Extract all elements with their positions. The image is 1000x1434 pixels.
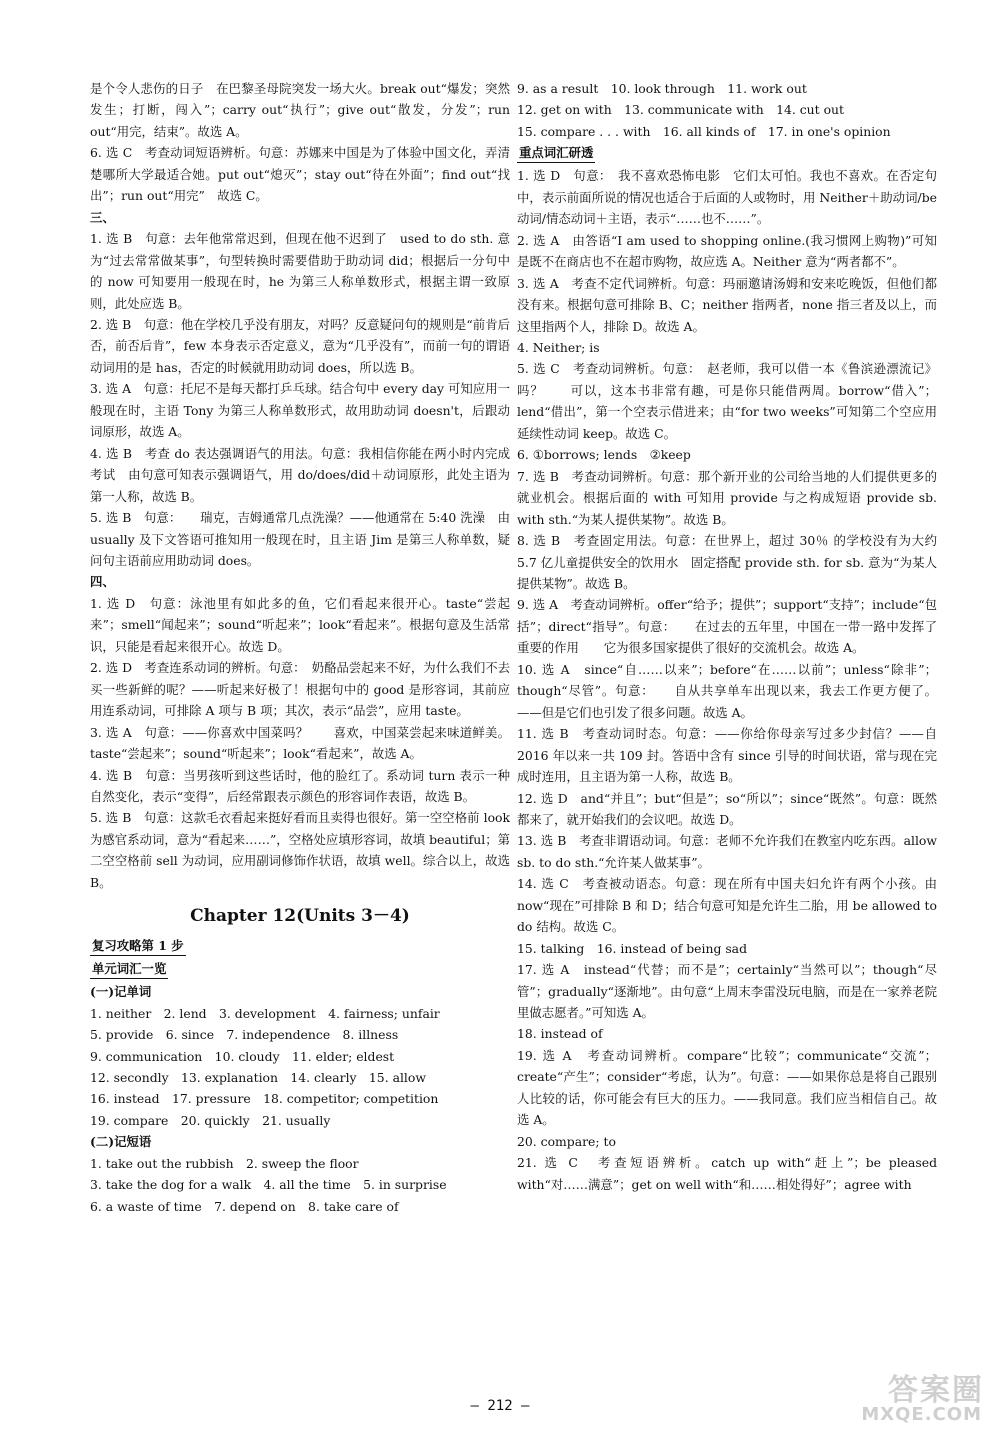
- answer-item: 5. provide 6. since 7. independence 8. illness: [90, 1027, 399, 1043]
- answer-item: 5. 选 B 句意：这款毛衣看起来挺好看而且卖得也很好。第一空空格前 look 为感官系动词，意为“看起来……”，空格处应填形容词，故填 beautiful；第二空空格前 sell 为动词，应用副词修饰作状语，故填 well。综合以上，故选 B。: [90, 810, 510, 890]
- answer-item: 1. 选 B 句意：去年他常常迟到，但现在他不迟到了 used to do sth. 意为“过去常常做某事”，句型转换时需要借助于助动词 did；根据后一分句中的 now 可知要用一般现在时，he 为第三人称单数形式，根据主谓一致原则，此处应选 B。: [90, 231, 510, 311]
- section-tag: 单元词汇一览: [90, 960, 168, 979]
- answer-item: 1. take out the rubbish 2. sweep the floor: [90, 1155, 359, 1171]
- answer-item: 9. 选 A 考查动词辨析。offer“给予；提供”；support“支持”；include“包括”；direct“指导”。句意： 在过去的五年里，中国在一带一路中发挥了重要的作用 它为很多国家提供了很好的交流机会。故选 A。: [517, 597, 937, 656]
- answer-item: 3. 选 A 句意：——你喜欢中国菜吗？ 喜欢，中国菜尝起来味道鲜美。taste“尝起来”；sound“听起来”；look“看起来”，故选 A。: [90, 724, 510, 762]
- answer-item: 20. compare; to: [517, 1133, 616, 1149]
- answer-item: 4. Neither; is: [517, 339, 600, 355]
- answer-item: 4. 选 B 句意：当男孩听到这些话时，他的脸红了。系动词 turn 表示一种自然变化，表示“变得”，后经常跟表示颜色的形容词作表语，故选 B。: [90, 767, 510, 804]
- answer-item: 1. 选 D 句意： 我不喜欢恐怖电影 它们太可怕。我也不喜欢。在否定句中，表示前面所说的情况也适合于后面的人或物时，用 Neither＋助动词/be 动词/情态动词＋主语，表示“……也不……”。: [517, 168, 937, 227]
- answer-item: 2. 选 B 句意：他在学校几乎没有朋友，对吗？反意疑问句的规则是“前肯后否，前否后肯”，few 本身表示否定意义，意为“几乎没有”，而前一句的谓语动词用的是 has，否定的时候就用助动词 does，所以选 B。: [90, 316, 510, 375]
- answer-item: 9. communication 10. cloudy 11. elder; eldest: [90, 1048, 395, 1064]
- answer-item: 19. 选 A 考查动词辨析。compare“比较”；communicate“交流”；create“产生”；consider“考虑，认为”。句意：——如果你总是将自己跟别人比较的话，你可能会有巨大的压力。——我同意。我们应当相信自己。故选 A。: [517, 1047, 937, 1128]
- watermark-site: MXQE.COM: [861, 1404, 982, 1425]
- answer-item: 6. 选 C 考查动词短语辨析。句意：苏娜来中国是为了体验中国文化，弄清楚哪所大学最适合她。put out“熄灭”；stay out“待在外面”；find out“找出”；run out“用完” 故选 C。: [90, 145, 510, 204]
- answer-item: 10. 选 A since“自……以来”；before“在……以前”；unless“除非”；though“尽管”。句意： 自从共享单车出现以来，我去工作更方便了。——但是它们也引发了很多问题。故选 A。: [517, 661, 937, 720]
- section-number: 三、: [90, 209, 115, 225]
- answer-item: 7. 选 B 考查动词辨析。句意：那个新开业的公司给当地的人们提供更多的就业机会。根据后面的 with 可知用 provide 与之构成短语 provide sb. with sth.“为某人提供某物”。故选 B。: [517, 468, 937, 527]
- answer-item: 6. a waste of time 7. depend on 8. take care of: [90, 1198, 399, 1214]
- answer-item: 2. 选 A 由答语“I am used to shopping online.(我习惯网上购物)”可知是既不在商店也不在超市购物，故应选 A。Neither 意为“两者都不”。: [517, 232, 937, 270]
- answer-item: 12. secondly 13. explanation 14. clearly 15. allow: [90, 1070, 426, 1086]
- answer-item: 8. 选 B 考查固定用法。句意：在世界上，超过 30％ 的学校没有为大约 5.7 亿儿童提供安全的饮用水 固定搭配 provide sth. for sb. 意为“为某人提供某物”。故选 B。: [517, 533, 937, 591]
- answer-item: 12. get on with 13. communicate with 14. cut out: [517, 102, 844, 118]
- chapter-heading: Chapter 12(Units 3－4): [190, 906, 410, 927]
- section-tag: 复习攻略第 1 步: [90, 937, 186, 956]
- section-tag-row: [90, 935, 510, 958]
- section-number: 四、: [90, 574, 115, 590]
- section-tag-row: [90, 958, 510, 981]
- answer-item: 15. compare . . . with 16. all kinds of 17. in one's opinion: [517, 123, 891, 139]
- answer-item: 18. instead of: [517, 1026, 603, 1042]
- answer-item: 16. instead 17. pressure 18. competitor; competition: [90, 1091, 439, 1107]
- answer-item: 3. take the dog for a walk 4. all the time 5. in surprise: [90, 1177, 447, 1193]
- answer-item: 11. 选 B 考查动词时态。句意：——你给你母亲写过多少封信？——自 2016 年以来一共 109 封。答语中含有 since 引导的时间状语，常与现在完成时连用，且主语为第一人称，故选 B。: [517, 726, 937, 785]
- answer-item: 是个令人悲伤的日子 在巴黎圣母院突发一场大火。break out“爆发；突然发生；打断，闯入”；carry out“执行”；give out“散发，分发”；run out“用完，结束”。故选 A。: [90, 81, 510, 139]
- section-tag: 重点词汇研透: [517, 144, 595, 163]
- answer-item: 4. 选 B 考查 do 表达强调语气的用法。句意：我相信你能在两小时内完成考试 由句意可知表示强调语气，用 do/does/did＋动词原形，此处主语为第一人称，故选 B。: [90, 445, 510, 504]
- answer-item: 17. 选 A instead“代替；而不是”；certainly“当然可以”；though“尽管”；gradually“逐渐地”。由句意“上周末李雷没玩电脑，而是在一家养老院里做志愿者。”可知选 A。: [517, 962, 937, 1021]
- answer-item: 2. 选 D 考查连系动词的辨析。句意： 奶酪品尝起来不好，为什么我们不去买一些新鲜的呢？——听起来好极了！根据句中的 good 是形容词，其前应用连系动词，可排除 A 项与 B 项；其次，表示“品尝”，应用 taste。: [90, 660, 510, 719]
- answer-item: 5. 选 C 考查动词辨析。句意： 赵老师，我可以借一本《鲁滨逊漂流记》吗？ 可以，这本书非常有趣，可是你只能借两周。borrow“借入”；lend“借出”，第一个空表示借进来；由“for two weeks”可知第二个空应用延续性动词 keep。故选 C。: [517, 361, 937, 441]
- answer-item: 6. ①borrows; lends ②keep: [517, 447, 691, 463]
- page-number: — 212 —: [470, 1398, 530, 1414]
- answer-item: 15. talking 16. instead of being sad: [517, 940, 748, 956]
- left-column: [90, 78, 510, 1217]
- subsection-heading: (二)记短语: [90, 1134, 152, 1150]
- subsection-heading: (一)记单词: [90, 984, 152, 1000]
- right-column: [517, 78, 937, 1195]
- answer-item: 19. compare 20. quickly 21. usually: [90, 1112, 331, 1128]
- watermark-logo: 答案圈: [888, 1373, 984, 1408]
- answer-item: 9. as a result 10. look through 11. work out: [517, 81, 807, 96]
- answer-item: 3. 选 A 考查不定代词辨析。句意：玛丽邀请汤姆和安来吃晚饭，但他们都没有来。根据句意可排除 B、C；neither 指两者，none 指三者及以上，而这里指两个人，排除 D。故选 A。: [517, 275, 937, 334]
- answer-item: 1. 选 D 句意：泳池里有如此多的鱼，它们看起来很开心。taste“尝起来”；smell“闻起来”；sound“听起来”；look“看起来”。根据句意及生活常识，只能是看起来很开心。故选 D。: [90, 595, 510, 654]
- answer-item: 3. 选 A 句意：托尼不是每天都打乒乓球。结合句中 every day 可知应用一般现在时，主语 Tony 为第三人称单数形式，故用助动词 doesn't，后跟动词原形，故选 A。: [90, 381, 510, 440]
- section-tag-row: [517, 142, 937, 165]
- answer-item: 21. 选 C 考查短语辨析。catch up with“赶上”；be pleased with“对……满意”；get on well with“和……相处得好”；agree with: [517, 1155, 937, 1192]
- answer-item: 12. 选 D and“并且”；but“但是”；so“所以”；since“既然”。句意：既然都来了，就开始我们的会议吧。故选 D。: [517, 790, 937, 827]
- answer-item: 13. 选 B 考查非谓语动词。句意：老师不允许我们在教室内吃东西。allow sb. to do sth.“允许某人做某事”。: [517, 833, 937, 870]
- answer-item: 1. neither 2. lend 3. development 4. fairness; unfair: [90, 1005, 440, 1021]
- answer-item: 14. 选 C 考查被动语态。句意：现在所有中国夫妇允许有两个小孩。由 now“现在”可排除 B 和 D；结合句意可知是允许生二胎，用 be allowed to do 结构。故选 C。: [517, 876, 937, 935]
- answer-item: 5. 选 B 句意： 瑞克，吉姆通常几点洗澡？——他通常在 5:40 洗澡 由 usually 及下文答语可推知用一般现在时，且主语 Jim 是第三人称单数，疑问句主语前应用助动词 does。: [90, 510, 510, 568]
